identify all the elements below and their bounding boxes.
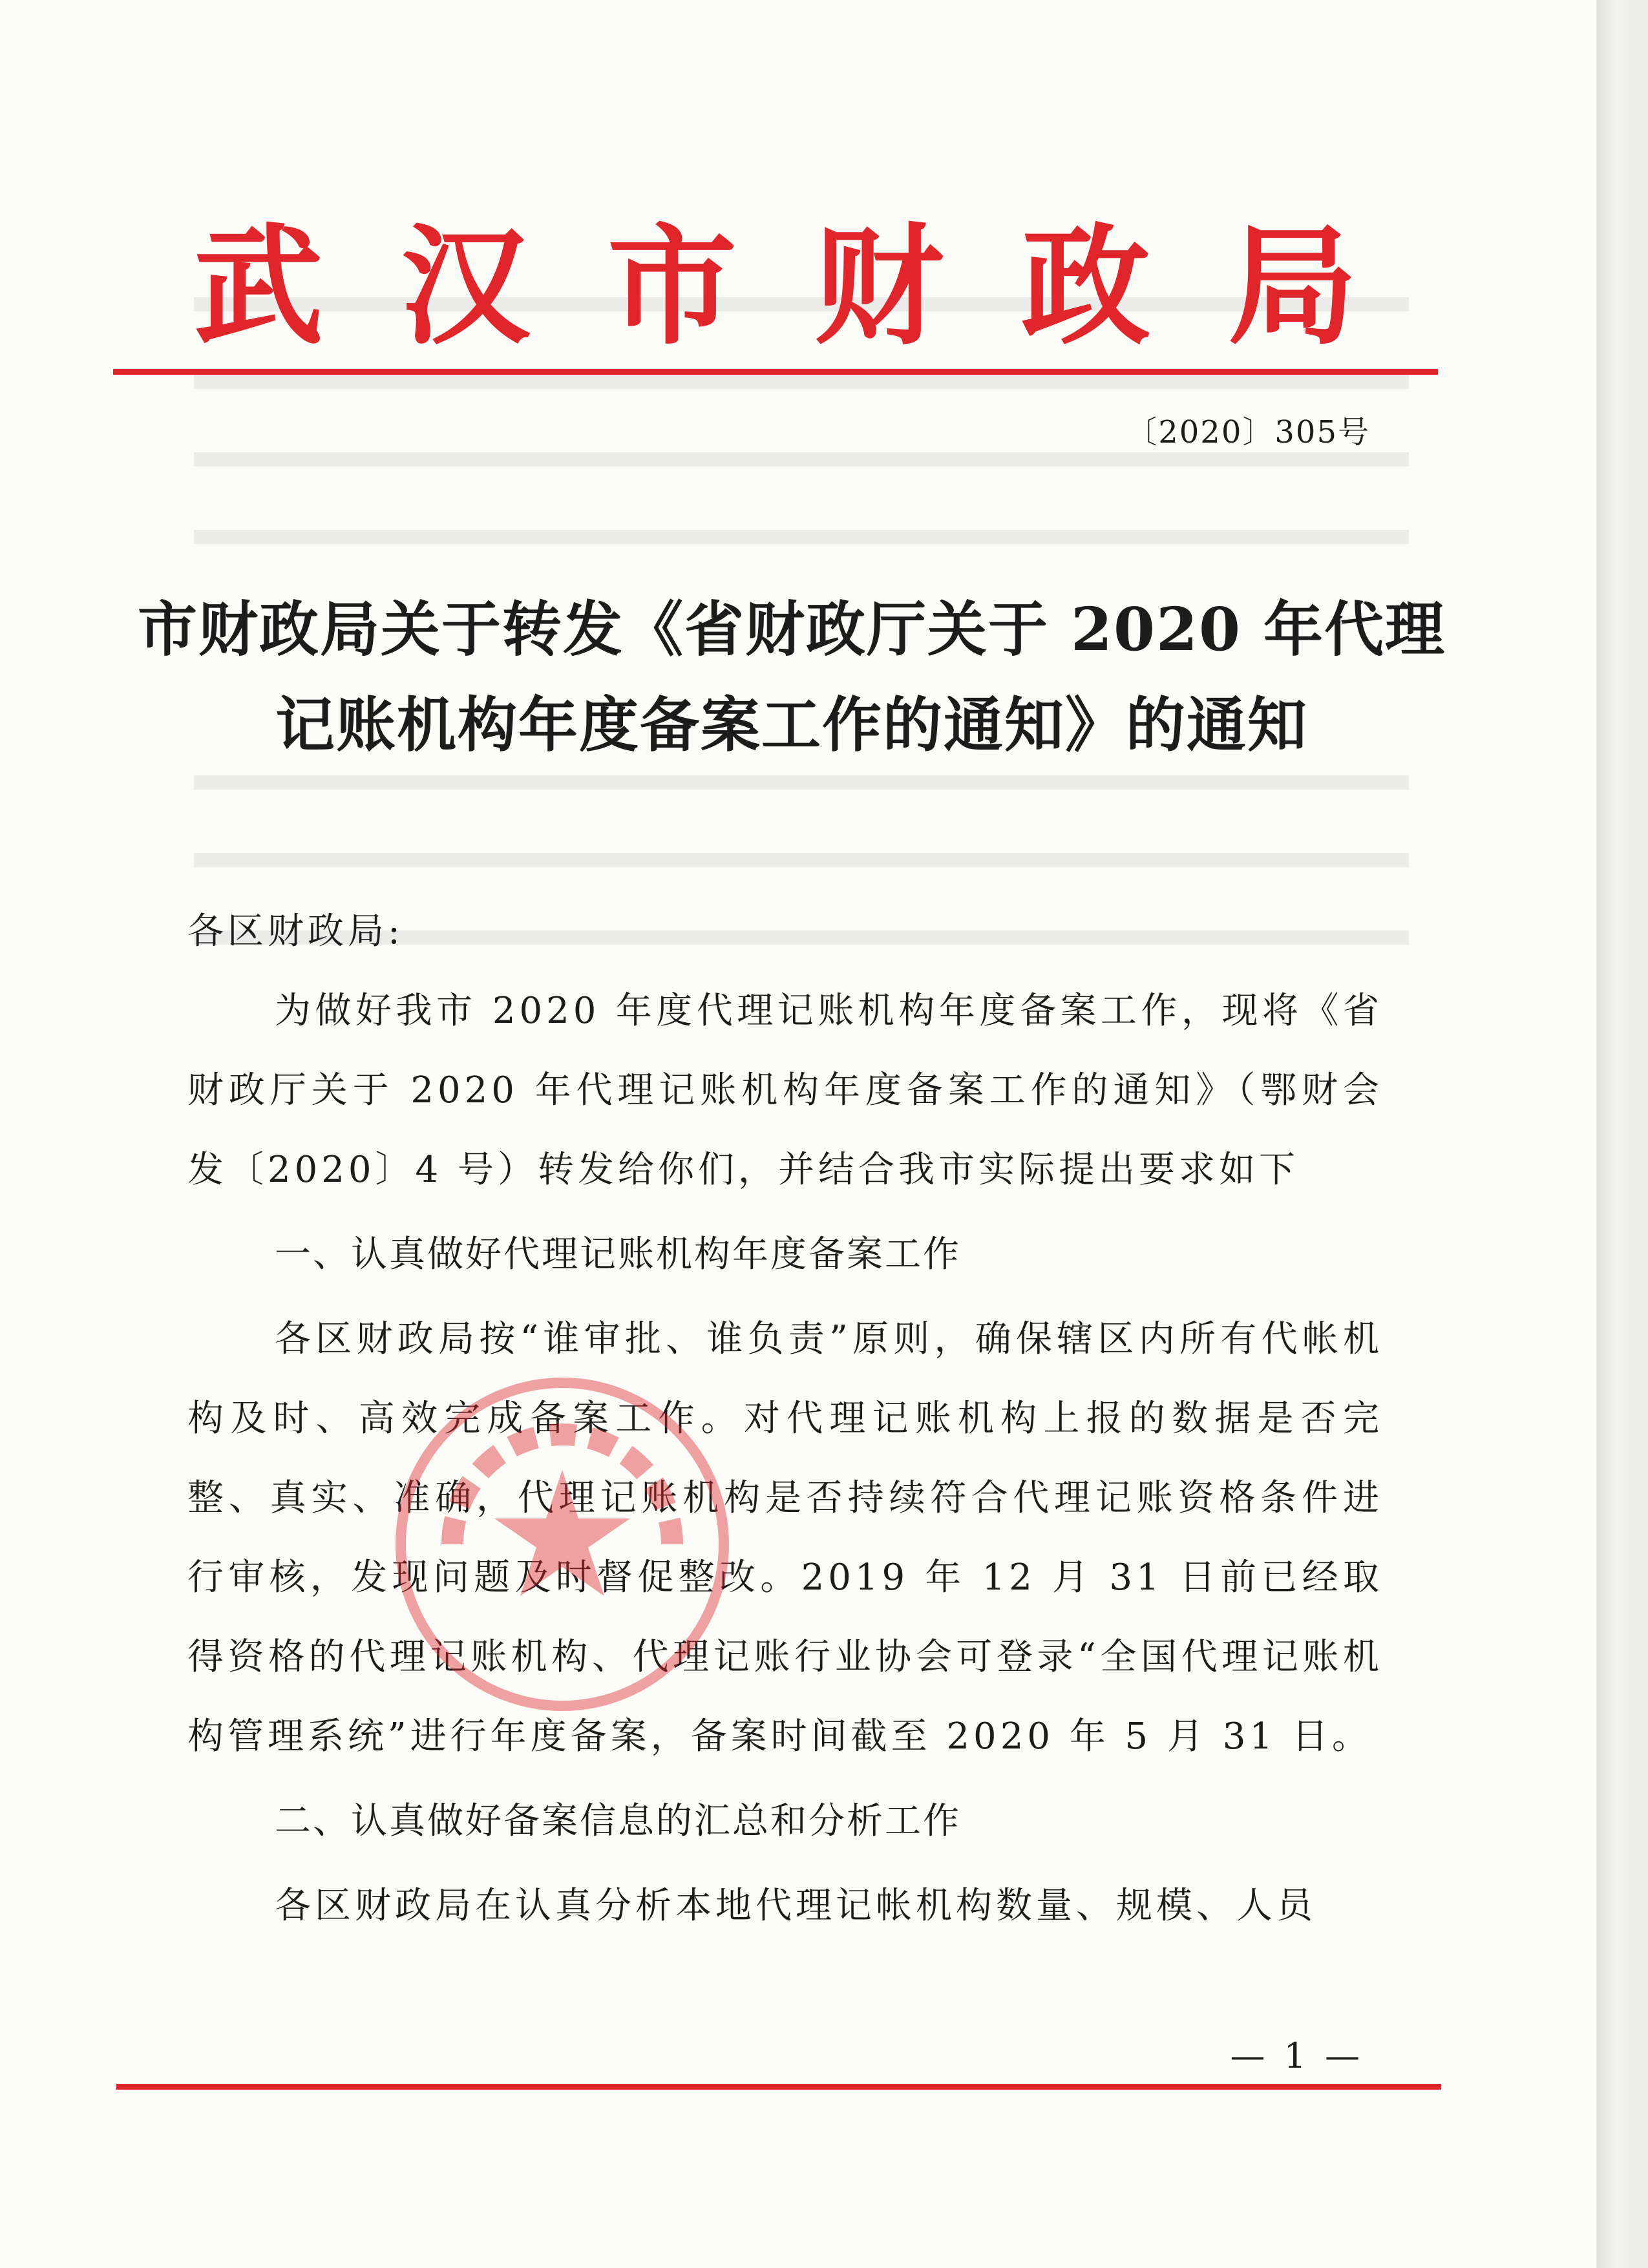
document-number: 〔2020〕305号 [1126,414,1370,450]
document-body [187,892,1383,1946]
agency-char: 武 [194,212,324,362]
scan-edge [1596,0,1648,2268]
header-red-rule [113,369,1438,375]
section-heading: 二、认真做好备案信息的汇总和分析工作 [275,1800,961,1842]
document-title-line-1: 市财政局关于转发《省财政厅关于 2020 年代理 [137,594,1446,664]
section-heading: 一、认真做好代理记账机构年度备案工作 [275,1234,961,1276]
body-paragraph: 各区财政局在认真分析本地代理记帐机构数量、规模、人员 [275,1885,1316,1927]
agency-char: 市 [607,212,737,362]
agency-char: 局 [1227,212,1357,362]
body-paragraph: 各区财政局按“谁审批、谁负责”原则，确保辖区内所有代帐机构及时、高效完成备案工作。对代理记账机构上报的数据是否完整、真实、准确，代理记账机构是否持续符合代理记账资格条件进行审核，发现问题及时督促整改。2019 年 12 月 31 日前已经取得资格的代理记账机构、代理记账行业协会可登录“全国代理记账机构管理系统”进行年度备案，备案时间截至 2020 年 5 月 31 日。 [187,1318,1383,1758]
body-paragraph: 为做好我市 2020 年度代理记账机构年度备案工作，现将《省财政厅关于 2020 年代理记账机构年度备案工作的通知》（鄂财会发〔2020〕4 号）转发给你们，并结合我市实际提出要求如下 [187,990,1383,1191]
document-title-line-2: 记账机构年度备案工作的通知》的通知 [275,690,1308,760]
footer-red-rule [116,2084,1441,2090]
agency-char: 政 [1020,212,1150,362]
page-number: — 1 — [1230,2035,1364,2076]
agency-char: 财 [814,212,944,362]
agency-char: 汉 [400,212,530,362]
agency-header-title [194,213,1357,362]
salutation: 各区财政局: [187,910,404,952]
document-title [129,582,1454,773]
